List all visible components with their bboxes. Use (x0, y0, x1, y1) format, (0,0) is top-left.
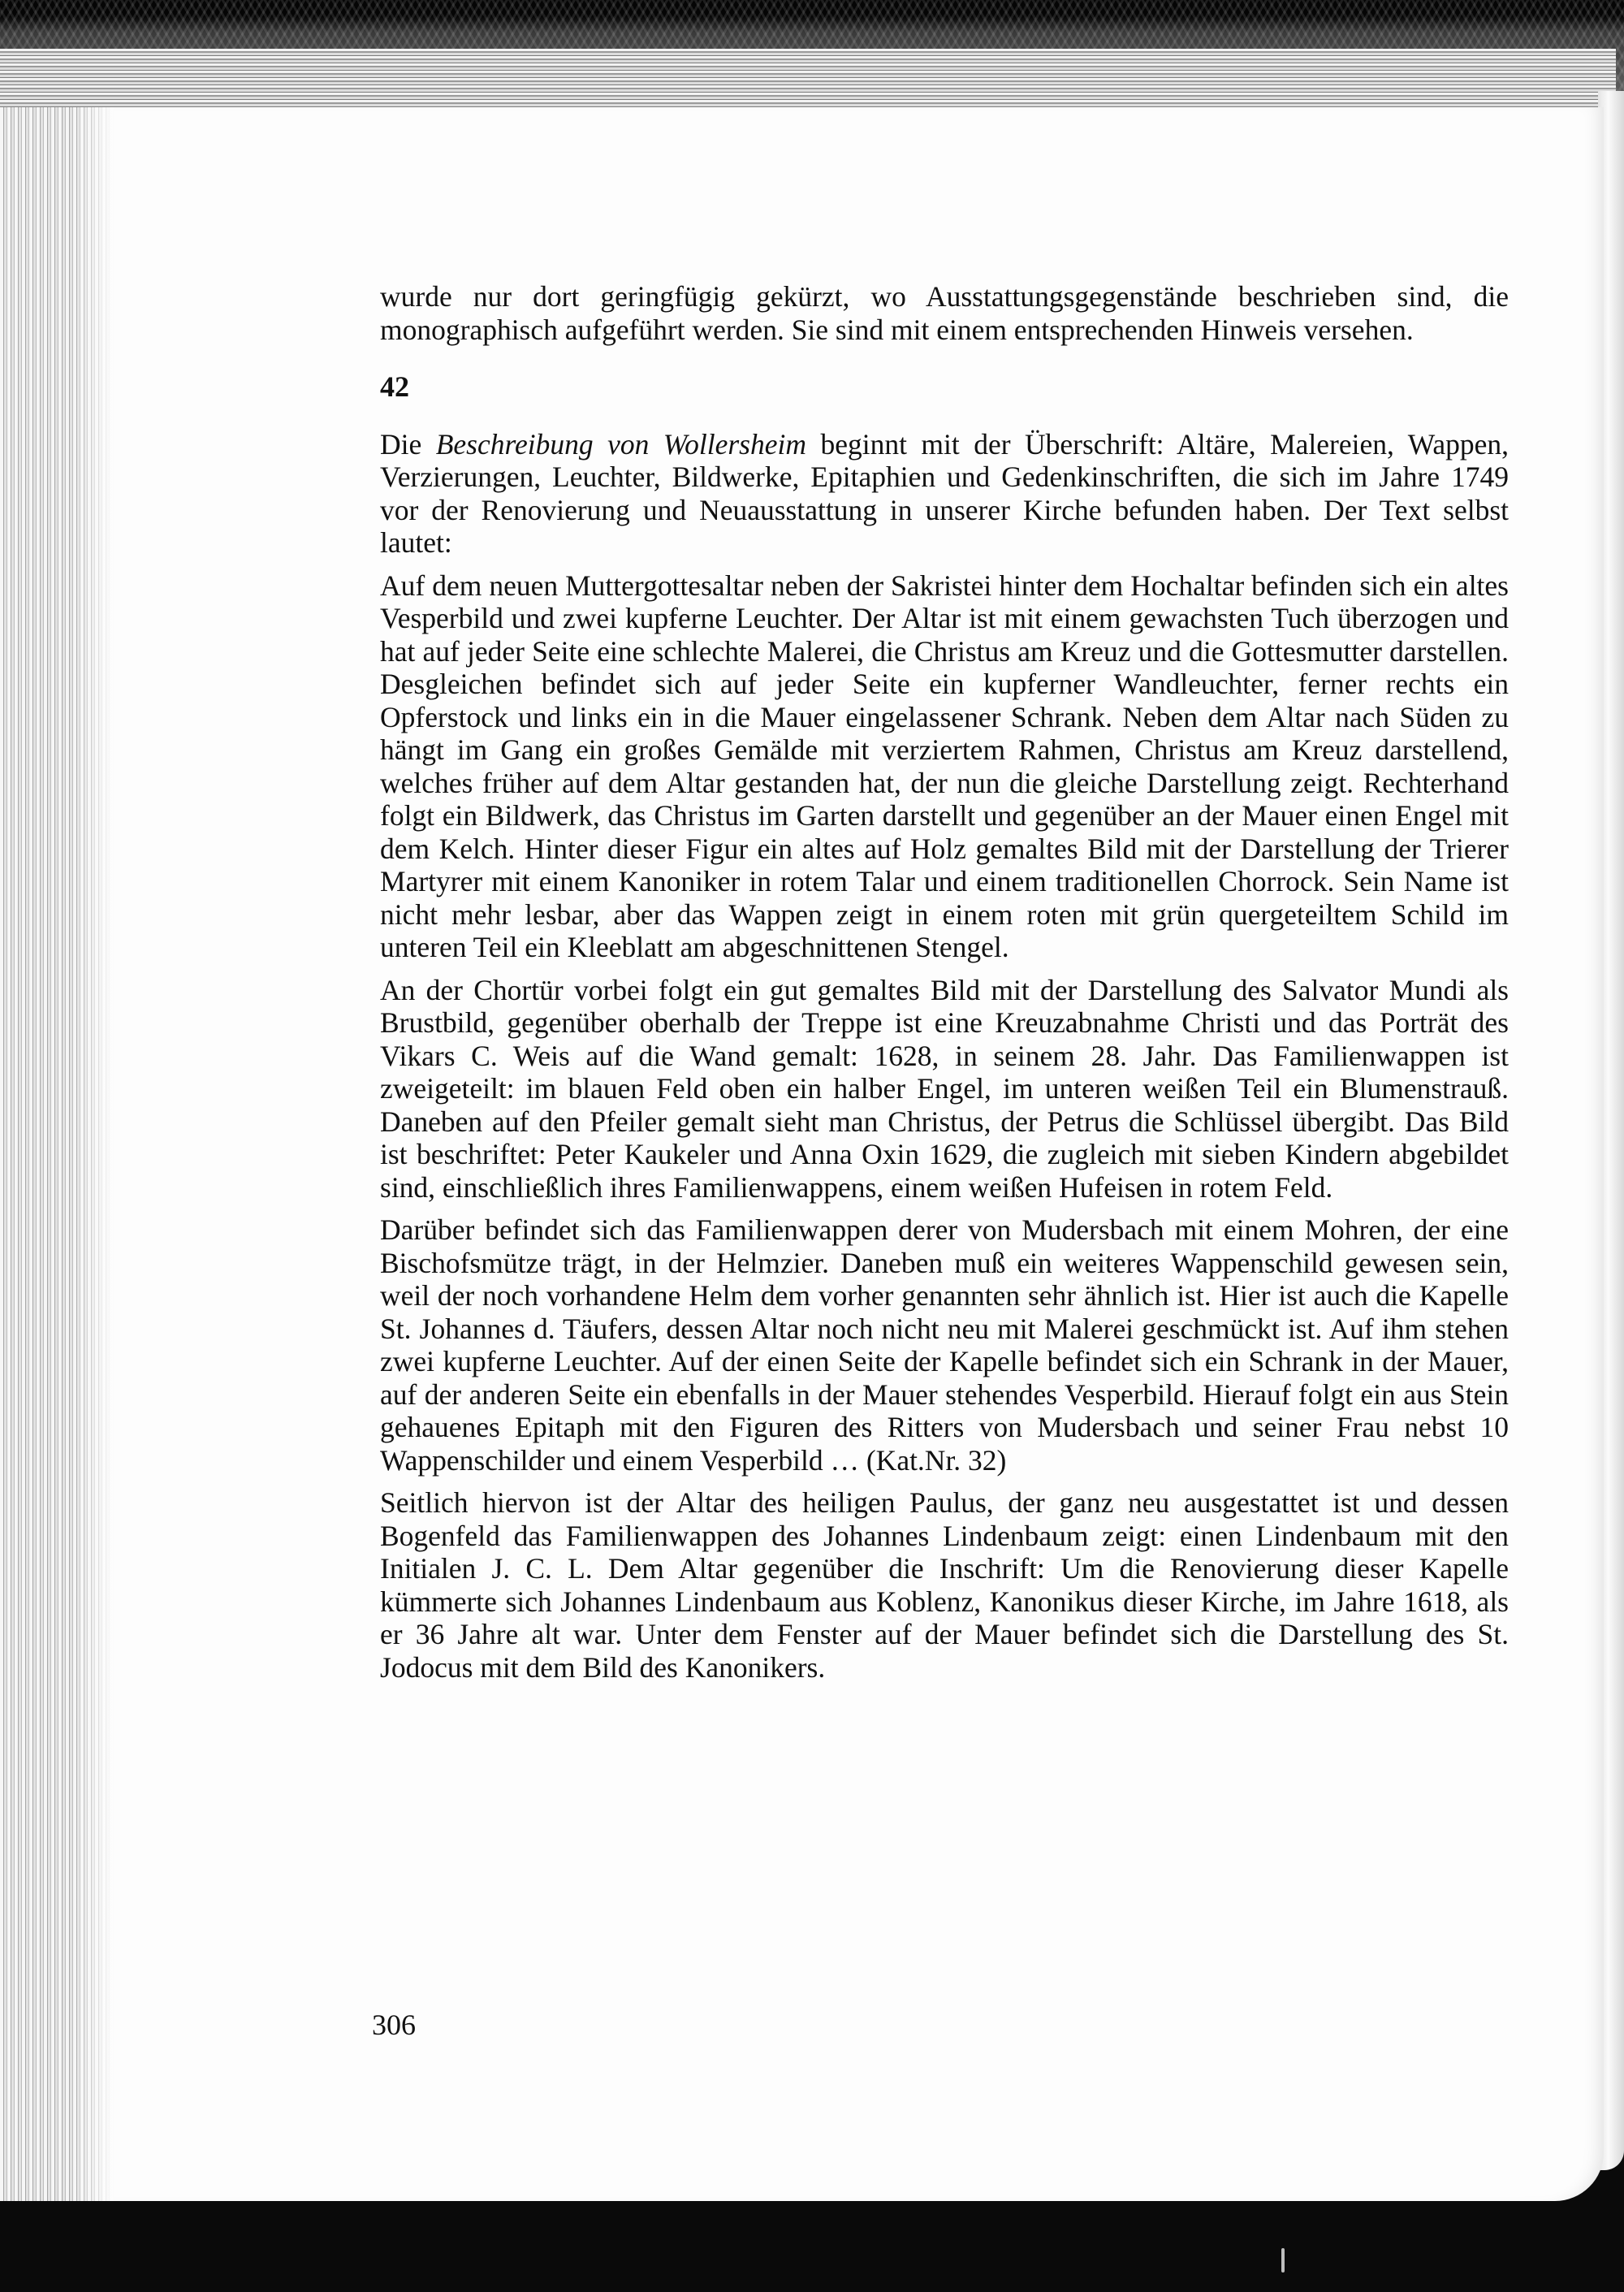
section-number: 42 (380, 370, 409, 403)
section-intro-paragraph (380, 428, 1509, 560)
paragraph-paulus-altar: Seitlich hiervon ist der Altar des heiligen Paulus, der ganz neu ausgestattet ist und dessen Bogenfeld das Familienwappen des Johannes Lindenbaum zeigt: einen Lindenbaum mit den Initialen J. C. L. Dem Altar gegenüber die Inschrift: Um die Renovierung dieser Kapelle kümmerte sich Johannes Lindenbaum aus Koblenz, Kanonikus dieser Kirche, im Jahre 1618, als er 36 Jahre alt war. Unter dem Fenster auf der Mauer befindet sich die Darstellung des St. Jodocus mit dem Bild des Kanonikers. (380, 1486, 1509, 1684)
page-number: 306 (372, 2009, 416, 2041)
section-intro-lead: Die (380, 427, 436, 461)
paragraph-chortuer: An der Chortür vorbei folgt ein gut gemaltes Bild mit der Darstellung des Salvator Mundi als Brustbild, gegenüber oberhalb der Treppe ist eine Kreuzabnahme Christi und das Porträt des Vikars C. Weis auf die Wand gemalt: 1628, in seinem 28. Jahr. Das Familienwappen ist zweigeteilt: im blauen Feld oben ein halber Engel, im unteren weißen Teil ein Blumenstrauß. Daneben auf den Pfeiler gemalt sieht man Christus, der Petrus die Schlüssel übergibt. Das Bild ist beschriftet: Peter Kaukeler und Anna Oxin 1629, die zugleich mit sieben Kindern abgebildet sind, einschließlich ihres Familienwappens, einem weißen Hufeisen in rotem Feld. (380, 973, 1509, 1204)
paragraph-muttergottesaltar: Auf dem neuen Muttergottesaltar neben der Sakristei hinter dem Hochaltar befinden sich ein altes Vesperbild und zwei kupferne Leuchter. Der Altar ist mit einem gewachsten Tuch überzogen und hat auf jeder Seite eine schlechte Malerei, die Christus am Kreuz und die Gottesmutter darstellen. Desgleichen befindet sich auf jeder Seite ein kupferner Wandleuchter, ferner rechts ein Opferstock und links ein in die Mauer eingelassener Schrank. Neben dem Altar nach Süden zu hängt im Gang ein großes Gemälde mit verziertem Rahmen, Christus am Kreuz darstellend, welches früher auf dem Altar gestanden hat, der nun die gleiche Darstellung zeigt. Rechterhand folgt ein Bildwerk, das Christus im Garten darstellt und gegenüber an der Mauer einen Engel mit dem Kelch. Hinter dieser Figur ein altes auf Holz gemaltes Bild mit der Darstellung der Trierer Martyrer mit einem Kanoniker in rotem Talar und einem traditionellen Chorrock. Sein Name ist nicht mehr lesbar, aber das Wappen zeigt in einem roten mit grün quergeteiltem Schild im unteren Teil ein Kleeblatt am abgeschnittenen Stengel. (380, 569, 1509, 963)
paragraph-mudersbach: Darüber befindet sich das Familienwappen derer von Mudersbach mit einem Mohren, der eine Bischofsmütze trägt, in der Helmzier. Daneben muß ein weiteres Wappenschild gewesen sein, weil der noch vorhandene Helm dem vorher genannten sehr ähnlich ist. Hier ist auch die Kapelle St. Johannes d. Täufers, dessen Altar noch nicht neu mit Malerei geschmückt ist. Auf ihm stehen zwei kupferne Leuchter. Auf der einen Seite der Kapelle befindet sich ein Schrank in der Mauer, auf der anderen Seite ein ebenfalls in der Mauer stehendes Vesperbild. Hierauf folgt ein aus Stein gehauenes Epitaph mit den Figuren des Ritters von Mudersbach und seiner Frau nebst 10 Wappenschilder und einem Vesperbild … (Kat.Nr. 32) (380, 1213, 1509, 1477)
source-title: Beschreibung von Wollersheim (435, 427, 806, 461)
page-edges-top (0, 49, 1616, 114)
intro-paragraph: wurde nur dort geringfügig gekürzt, wo Ausstattungsgegenstände beschrieben sind, die monographisch aufgeführt werden. Sie sind mit einem entsprechenden Hinweis versehen. (380, 280, 1509, 346)
page-edges-left (0, 107, 114, 2201)
bottom-edge-mark (1281, 2248, 1285, 2273)
section-intro-rest: beginnt mit der Überschrift: Altäre, Malereien, Wappen, Verzierungen, Leuchter, Bildwerke, Epitaphien und Gedenkinschriften, die sich im Jahre 1749 vor der Renovierung und Neuausstattung in unserer Kirche befunden haben. Der Text selbst lautet: (380, 427, 1509, 559)
body-text (380, 280, 1509, 1693)
